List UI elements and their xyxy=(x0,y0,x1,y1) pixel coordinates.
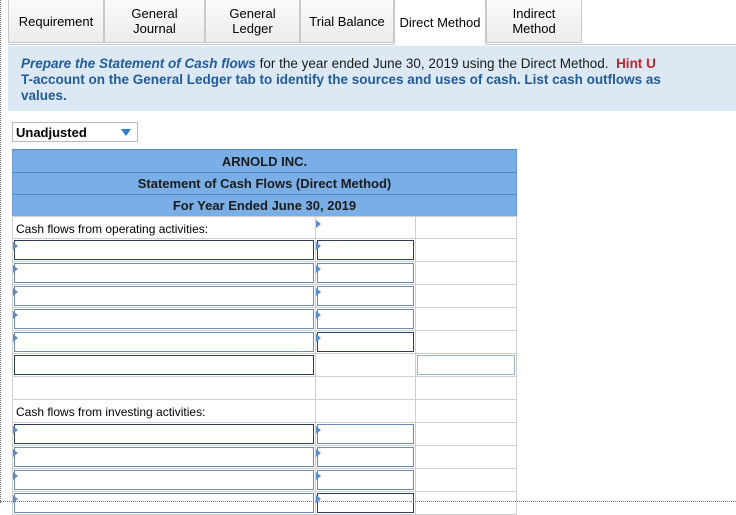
table-row xyxy=(12,285,517,308)
hint-label: Hint xyxy=(616,56,643,71)
tab-trial-balance[interactable] xyxy=(300,0,394,43)
caret-icon xyxy=(13,426,18,434)
tab-label-line2: Ledger xyxy=(232,21,273,36)
caret-icon xyxy=(13,311,18,319)
tab-label-line1: Indirect xyxy=(512,6,556,21)
tab-general-journal[interactable] xyxy=(104,0,205,43)
instructions-line3: values. xyxy=(21,88,67,103)
caret-icon xyxy=(13,288,18,296)
investing-description-input-4[interactable] xyxy=(14,493,314,513)
instructions-panel xyxy=(8,46,736,111)
operating-total-description-input[interactable] xyxy=(14,355,314,375)
adjustment-select[interactable] xyxy=(12,122,138,142)
total-cell xyxy=(416,216,517,239)
caret-icon xyxy=(13,472,18,480)
caret-icon xyxy=(13,265,18,273)
investing-description-input-1[interactable] xyxy=(14,424,314,444)
instructions-line2: T-account on the General Ledger tab to identify the sources and uses of cash. List cash outflows as xyxy=(21,72,661,87)
table-row xyxy=(12,492,517,515)
bottom-dotted-border xyxy=(0,501,736,502)
tab-label-line2: Journal xyxy=(133,21,176,36)
tab-label-line1: General xyxy=(229,6,276,21)
operating-description-input-3[interactable] xyxy=(14,286,314,306)
caret-icon xyxy=(316,449,321,457)
statement-title: Statement of Cash Flows (Direct Method) xyxy=(12,172,517,194)
cash-flow-statement xyxy=(12,149,517,515)
table-row xyxy=(12,469,517,492)
operating-amount-input-3[interactable] xyxy=(317,286,414,306)
caret-icon xyxy=(13,449,18,457)
investing-description-input-2[interactable] xyxy=(14,447,314,467)
investing-description-input-3[interactable] xyxy=(14,470,314,490)
investing-amount-input-4[interactable] xyxy=(317,493,414,513)
total-cell xyxy=(416,492,517,515)
tab-label: Trial Balance xyxy=(309,13,385,29)
tab-indirect-method[interactable] xyxy=(486,0,582,43)
instructions-text: for the year ended June 30, 2019 using the Direct Method. xyxy=(255,56,609,71)
tab-general-ledger[interactable] xyxy=(205,0,300,43)
total-cell xyxy=(416,446,517,469)
caret-icon xyxy=(13,334,18,342)
investing-amount-input-2[interactable] xyxy=(317,447,414,467)
tab-direct-method[interactable] xyxy=(394,0,486,45)
table-row xyxy=(12,354,517,377)
investing-section-cell xyxy=(12,400,316,423)
operating-amount-input-5[interactable] xyxy=(317,332,414,352)
total-cell xyxy=(416,262,517,285)
hint-cut: U xyxy=(646,56,656,71)
total-cell xyxy=(416,400,517,423)
operating-description-input-2[interactable] xyxy=(14,263,314,283)
total-cell xyxy=(416,469,517,492)
caret-icon xyxy=(316,265,321,273)
tab-label: Direct Method xyxy=(399,14,481,30)
caret-icon xyxy=(316,311,321,319)
operating-description-input-1[interactable] xyxy=(14,240,314,260)
company-name: ARNOLD INC. xyxy=(12,149,517,172)
left-dotted-border xyxy=(0,0,1,503)
caret-icon xyxy=(316,288,321,296)
amount-cell xyxy=(316,354,416,377)
table-row xyxy=(12,446,517,469)
caret-icon xyxy=(316,334,321,342)
section-row xyxy=(12,216,517,239)
operating-activities-label: Cash flows from operating activities: xyxy=(16,222,209,236)
operating-total-input[interactable] xyxy=(417,355,515,375)
table-row xyxy=(12,262,517,285)
operating-amount-input-4[interactable] xyxy=(317,309,414,329)
caret-icon xyxy=(316,426,321,434)
amount-cell xyxy=(316,216,416,239)
section-row xyxy=(12,400,517,423)
investing-amount-input-1[interactable] xyxy=(317,424,414,444)
investing-activities-label: Cash flows from investing activities: xyxy=(16,405,206,419)
statement-rows xyxy=(12,216,517,515)
investing-amount-input-3[interactable] xyxy=(317,470,414,490)
caret-icon xyxy=(316,472,321,480)
amount-cell xyxy=(316,400,416,423)
operating-section-cell xyxy=(12,216,316,239)
spacer-row xyxy=(12,377,517,400)
total-cell xyxy=(416,308,517,331)
total-cell xyxy=(416,285,517,308)
statement-period: For Year Ended June 30, 2019 xyxy=(12,194,517,216)
tab-label: Requirement xyxy=(18,13,94,29)
operating-amount-input-2[interactable] xyxy=(317,263,414,283)
table-row xyxy=(12,308,517,331)
chevron-down-icon[interactable] xyxy=(121,129,131,136)
table-row xyxy=(12,331,517,354)
table-row xyxy=(12,423,517,446)
caret-icon xyxy=(316,242,321,250)
select-value: Unadjusted xyxy=(16,124,87,140)
instructions-emphasis: Prepare the Statement of Cash flows xyxy=(21,56,256,71)
table-row xyxy=(12,239,517,262)
operating-description-input-4[interactable] xyxy=(14,309,314,329)
tabstrip-divider xyxy=(8,44,736,45)
total-cell xyxy=(416,423,517,446)
operating-amount-input-1[interactable] xyxy=(317,240,414,260)
tab-label-line1: General xyxy=(131,6,178,21)
caret-icon xyxy=(316,220,321,228)
total-cell xyxy=(416,331,517,354)
operating-description-input-5[interactable] xyxy=(14,332,314,352)
caret-icon xyxy=(13,242,18,250)
tab-label-line2: Method xyxy=(512,21,556,36)
tab-requirement[interactable] xyxy=(8,0,104,43)
total-cell xyxy=(416,239,517,262)
